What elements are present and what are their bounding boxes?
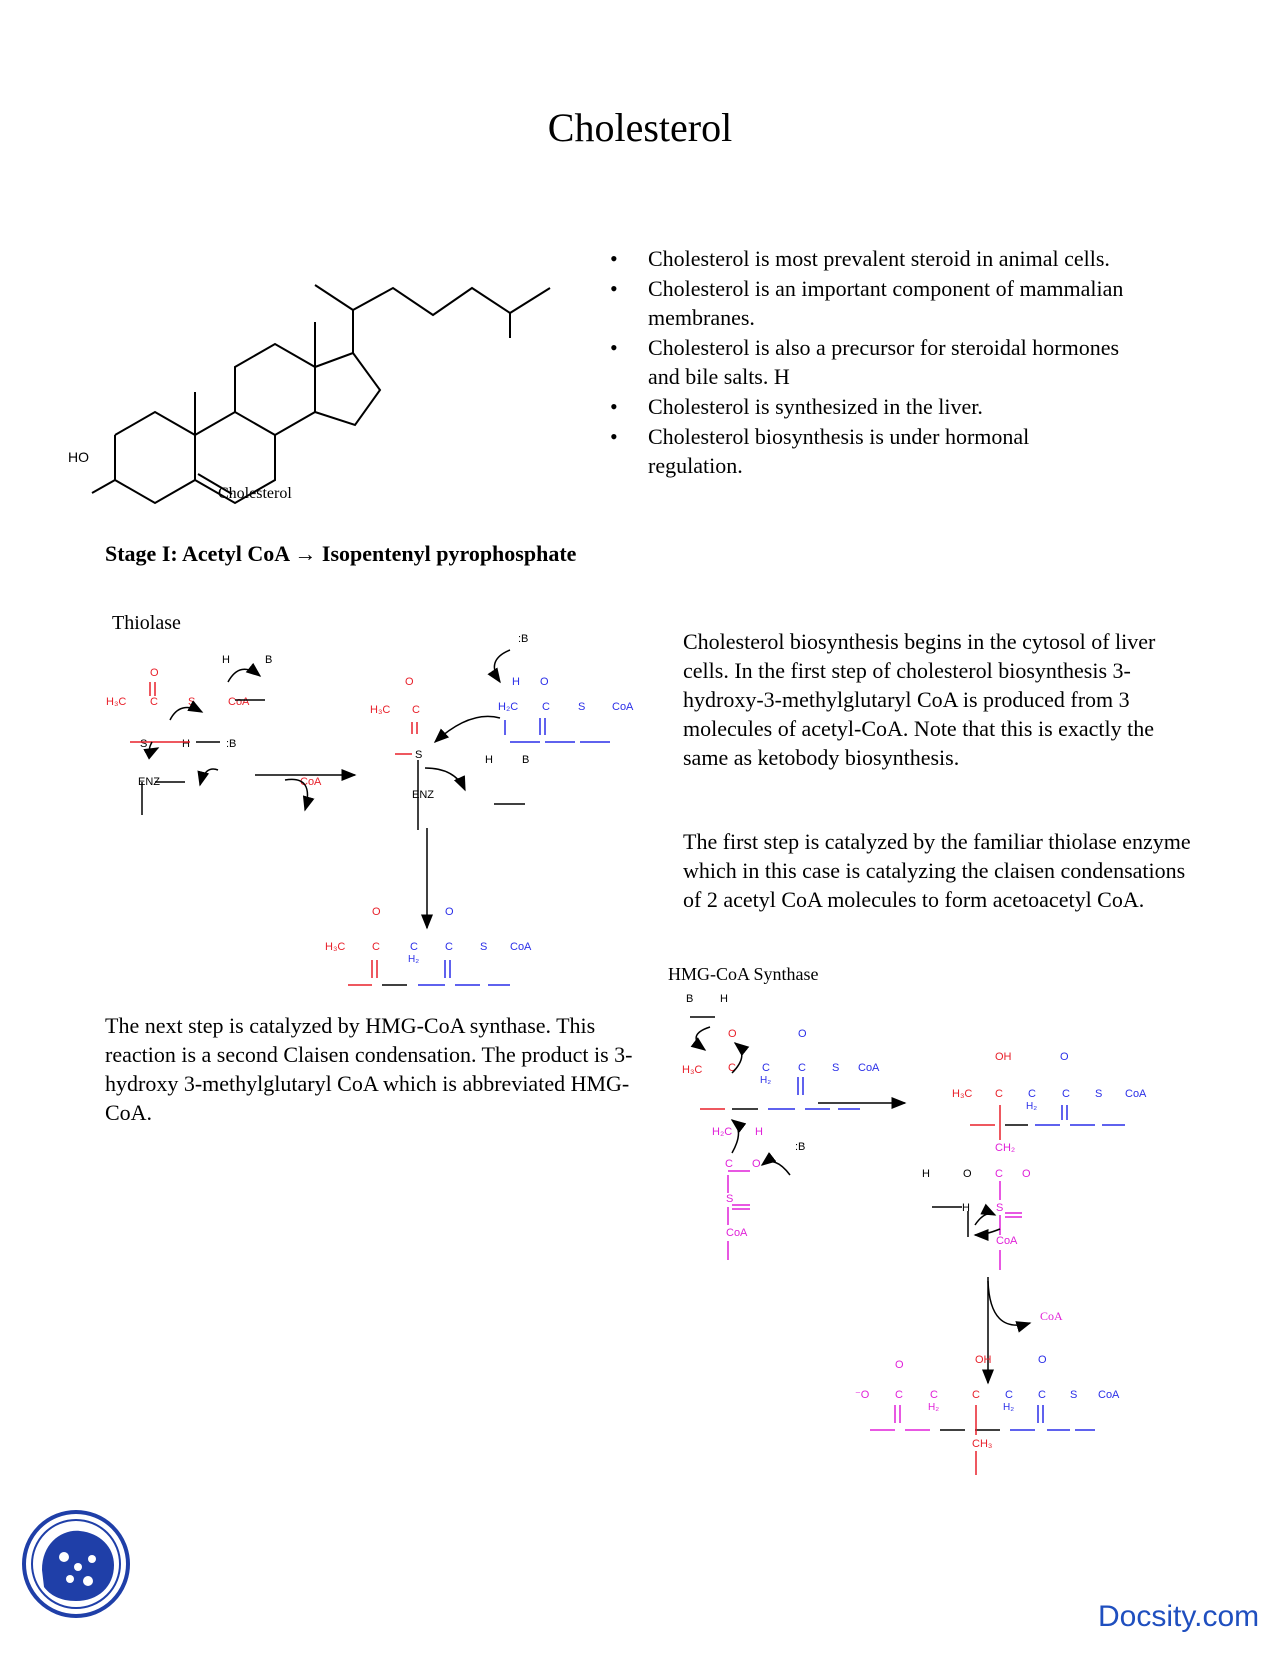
paragraph: The first step is catalyzed by the familiar thiolase enzyme which in this case is catalyzing the claisen condensations of 2 acetyl CoA molecules to form acetoacetyl CoA. (683, 829, 1191, 912)
list-item: • Cholesterol is an important component of mammalian membranes. (605, 274, 1125, 332)
chem-h: H (720, 993, 728, 1005)
chem-h2c: H₂C (712, 1126, 733, 1138)
chem-h2: H₂ (1003, 1402, 1015, 1413)
chem-o: O (150, 667, 159, 679)
chem-c: C (1028, 1088, 1036, 1100)
chem-c: C (972, 1389, 980, 1401)
chem-s: S (140, 738, 148, 750)
chem-h: H (485, 754, 493, 766)
chem-h2: H₂ (408, 954, 420, 965)
chem-h: H (512, 676, 520, 688)
chem-o: O (895, 1359, 904, 1371)
chem-c: C (542, 701, 550, 713)
chem-coa: CoA (300, 776, 322, 788)
chem-s: S (726, 1193, 734, 1205)
chem-h3c: H₃C (325, 941, 346, 953)
docsity-logo (20, 1505, 132, 1623)
chem-c: C (728, 1062, 736, 1074)
chem-coa: CoA (1040, 1309, 1063, 1323)
chem-o: O (1038, 1354, 1047, 1366)
chem-s: S (832, 1062, 840, 1074)
hmg-synthase-mechanism (670, 985, 1230, 1475)
chem-o: O (445, 906, 454, 918)
chem-o: O (963, 1168, 972, 1180)
chem-oh: OH (995, 1051, 1012, 1063)
chem-o: O (752, 1158, 761, 1170)
chem-s: S (415, 749, 423, 761)
chem-h2: H₂ (760, 1075, 772, 1086)
chem-oh: OH (975, 1354, 992, 1366)
chem-o: O (405, 676, 414, 688)
chem-s: S (1070, 1389, 1078, 1401)
chem-c: C (150, 696, 158, 708)
thiolase-label: Thiolase (112, 612, 181, 634)
chem-b: B (686, 993, 694, 1005)
chem-b: :B (226, 738, 237, 750)
chem-minus-o: ⁻O (855, 1389, 870, 1401)
chem-ch2: CH₂ (995, 1142, 1016, 1154)
list-item: • Cholesterol is most prevalent steroid in animal cells. (605, 244, 1125, 273)
chem-ch3: CH₃ (972, 1438, 993, 1450)
chem-h: H (755, 1126, 763, 1138)
chem-coa: CoA (1098, 1389, 1120, 1401)
chem-c: C (895, 1389, 903, 1401)
chem-c: C (1005, 1389, 1013, 1401)
chem-c: C (930, 1389, 938, 1401)
chem-coa: CoA (858, 1062, 880, 1074)
chem-h: H (962, 1202, 970, 1214)
chem-o: O (1022, 1168, 1031, 1180)
chem-c: C (762, 1062, 770, 1074)
chem-c: C (445, 941, 453, 953)
chem-h2c: H₂C (498, 701, 519, 713)
list-item: • Cholesterol is synthesized in the liver. (605, 392, 1125, 421)
chem-o: O (1060, 1051, 1069, 1063)
chem-o: O (728, 1028, 737, 1040)
chem-o: O (798, 1028, 807, 1040)
chem-h: H (222, 654, 230, 666)
chem-coa: CoA (726, 1227, 748, 1239)
paragraph: The next step is catalyzed by HMG-CoA synthase. This reaction is a second Claisen condensation. The product is 3-hydroxy 3-methylglutaryl CoA which is abbreviated HMG-CoA. (105, 1013, 633, 1125)
chem-c: C (1038, 1389, 1046, 1401)
bullet-list (605, 244, 1125, 481)
chem-s: S (578, 701, 586, 713)
chem-h: H (182, 738, 190, 750)
thiolase-mechanism (100, 630, 660, 1010)
docsity-link[interactable]: Docsity.com (1098, 1600, 1260, 1633)
chem-b: B (265, 654, 273, 666)
hmg-synthase-label: HMG-CoA Synthase (668, 964, 819, 984)
chem-coa: CoA (1125, 1088, 1147, 1100)
chem-enz: ENZ (138, 776, 160, 788)
chem-h: H (922, 1168, 930, 1180)
paragraph: Cholesterol biosynthesis begins in the cytosol of liver cells. In the first step of cholesterol biosynthesis 3-hydroxy-3-methylglutaryl CoA is produced from 3 molecules of acetyl-CoA. Note that this is exactly the same as ketobody biosynthesis. (683, 629, 1156, 770)
chem-c: C (798, 1062, 806, 1074)
chem-b: B (522, 754, 530, 766)
chem-c: C (1062, 1088, 1070, 1100)
chem-h3c: H₃C (106, 696, 127, 708)
chem-coa: CoA (612, 701, 634, 713)
chem-h2: H₂ (1026, 1101, 1038, 1112)
list-item: • Cholesterol biosynthesis is under hormonal regulation. (605, 422, 1125, 480)
chem-coa: CoA (510, 941, 532, 953)
chem-c: C (410, 941, 418, 953)
chem-s: S (480, 941, 488, 953)
chem-s: S (1095, 1088, 1103, 1100)
chem-h3c: H₃C (370, 704, 391, 716)
chem-o: O (540, 676, 549, 688)
chem-h3c: H₃C (682, 1064, 703, 1076)
chem-h3c: H₃C (952, 1088, 973, 1100)
cholesterol-caption: Cholesterol (218, 485, 292, 502)
chem-s: S (188, 696, 196, 708)
chem-s: S (996, 1202, 1004, 1214)
chem-h2: H₂ (928, 1402, 940, 1413)
list-item: • Cholesterol is also a precursor for steroidal hormones and bile salts. H (605, 333, 1125, 391)
chem-coa: CoA (228, 696, 250, 708)
chem-coa: CoA (996, 1235, 1018, 1247)
chem-c: C (995, 1088, 1003, 1100)
chem-c: C (995, 1168, 1003, 1180)
chem-o: O (372, 906, 381, 918)
ho-label: HO (68, 449, 89, 465)
chem-c: C (412, 704, 420, 716)
chem-c: C (372, 941, 380, 953)
page-title: Cholesterol (547, 105, 733, 150)
chem-b: :B (518, 633, 529, 645)
chem-b: :B (795, 1141, 806, 1153)
stage-heading: Stage I: Acetyl CoA → Isopentenyl pyrophosphate (105, 541, 577, 566)
chem-c: C (725, 1158, 733, 1170)
chem-enz: ENZ (412, 789, 434, 801)
cholesterol-structure (60, 280, 580, 520)
